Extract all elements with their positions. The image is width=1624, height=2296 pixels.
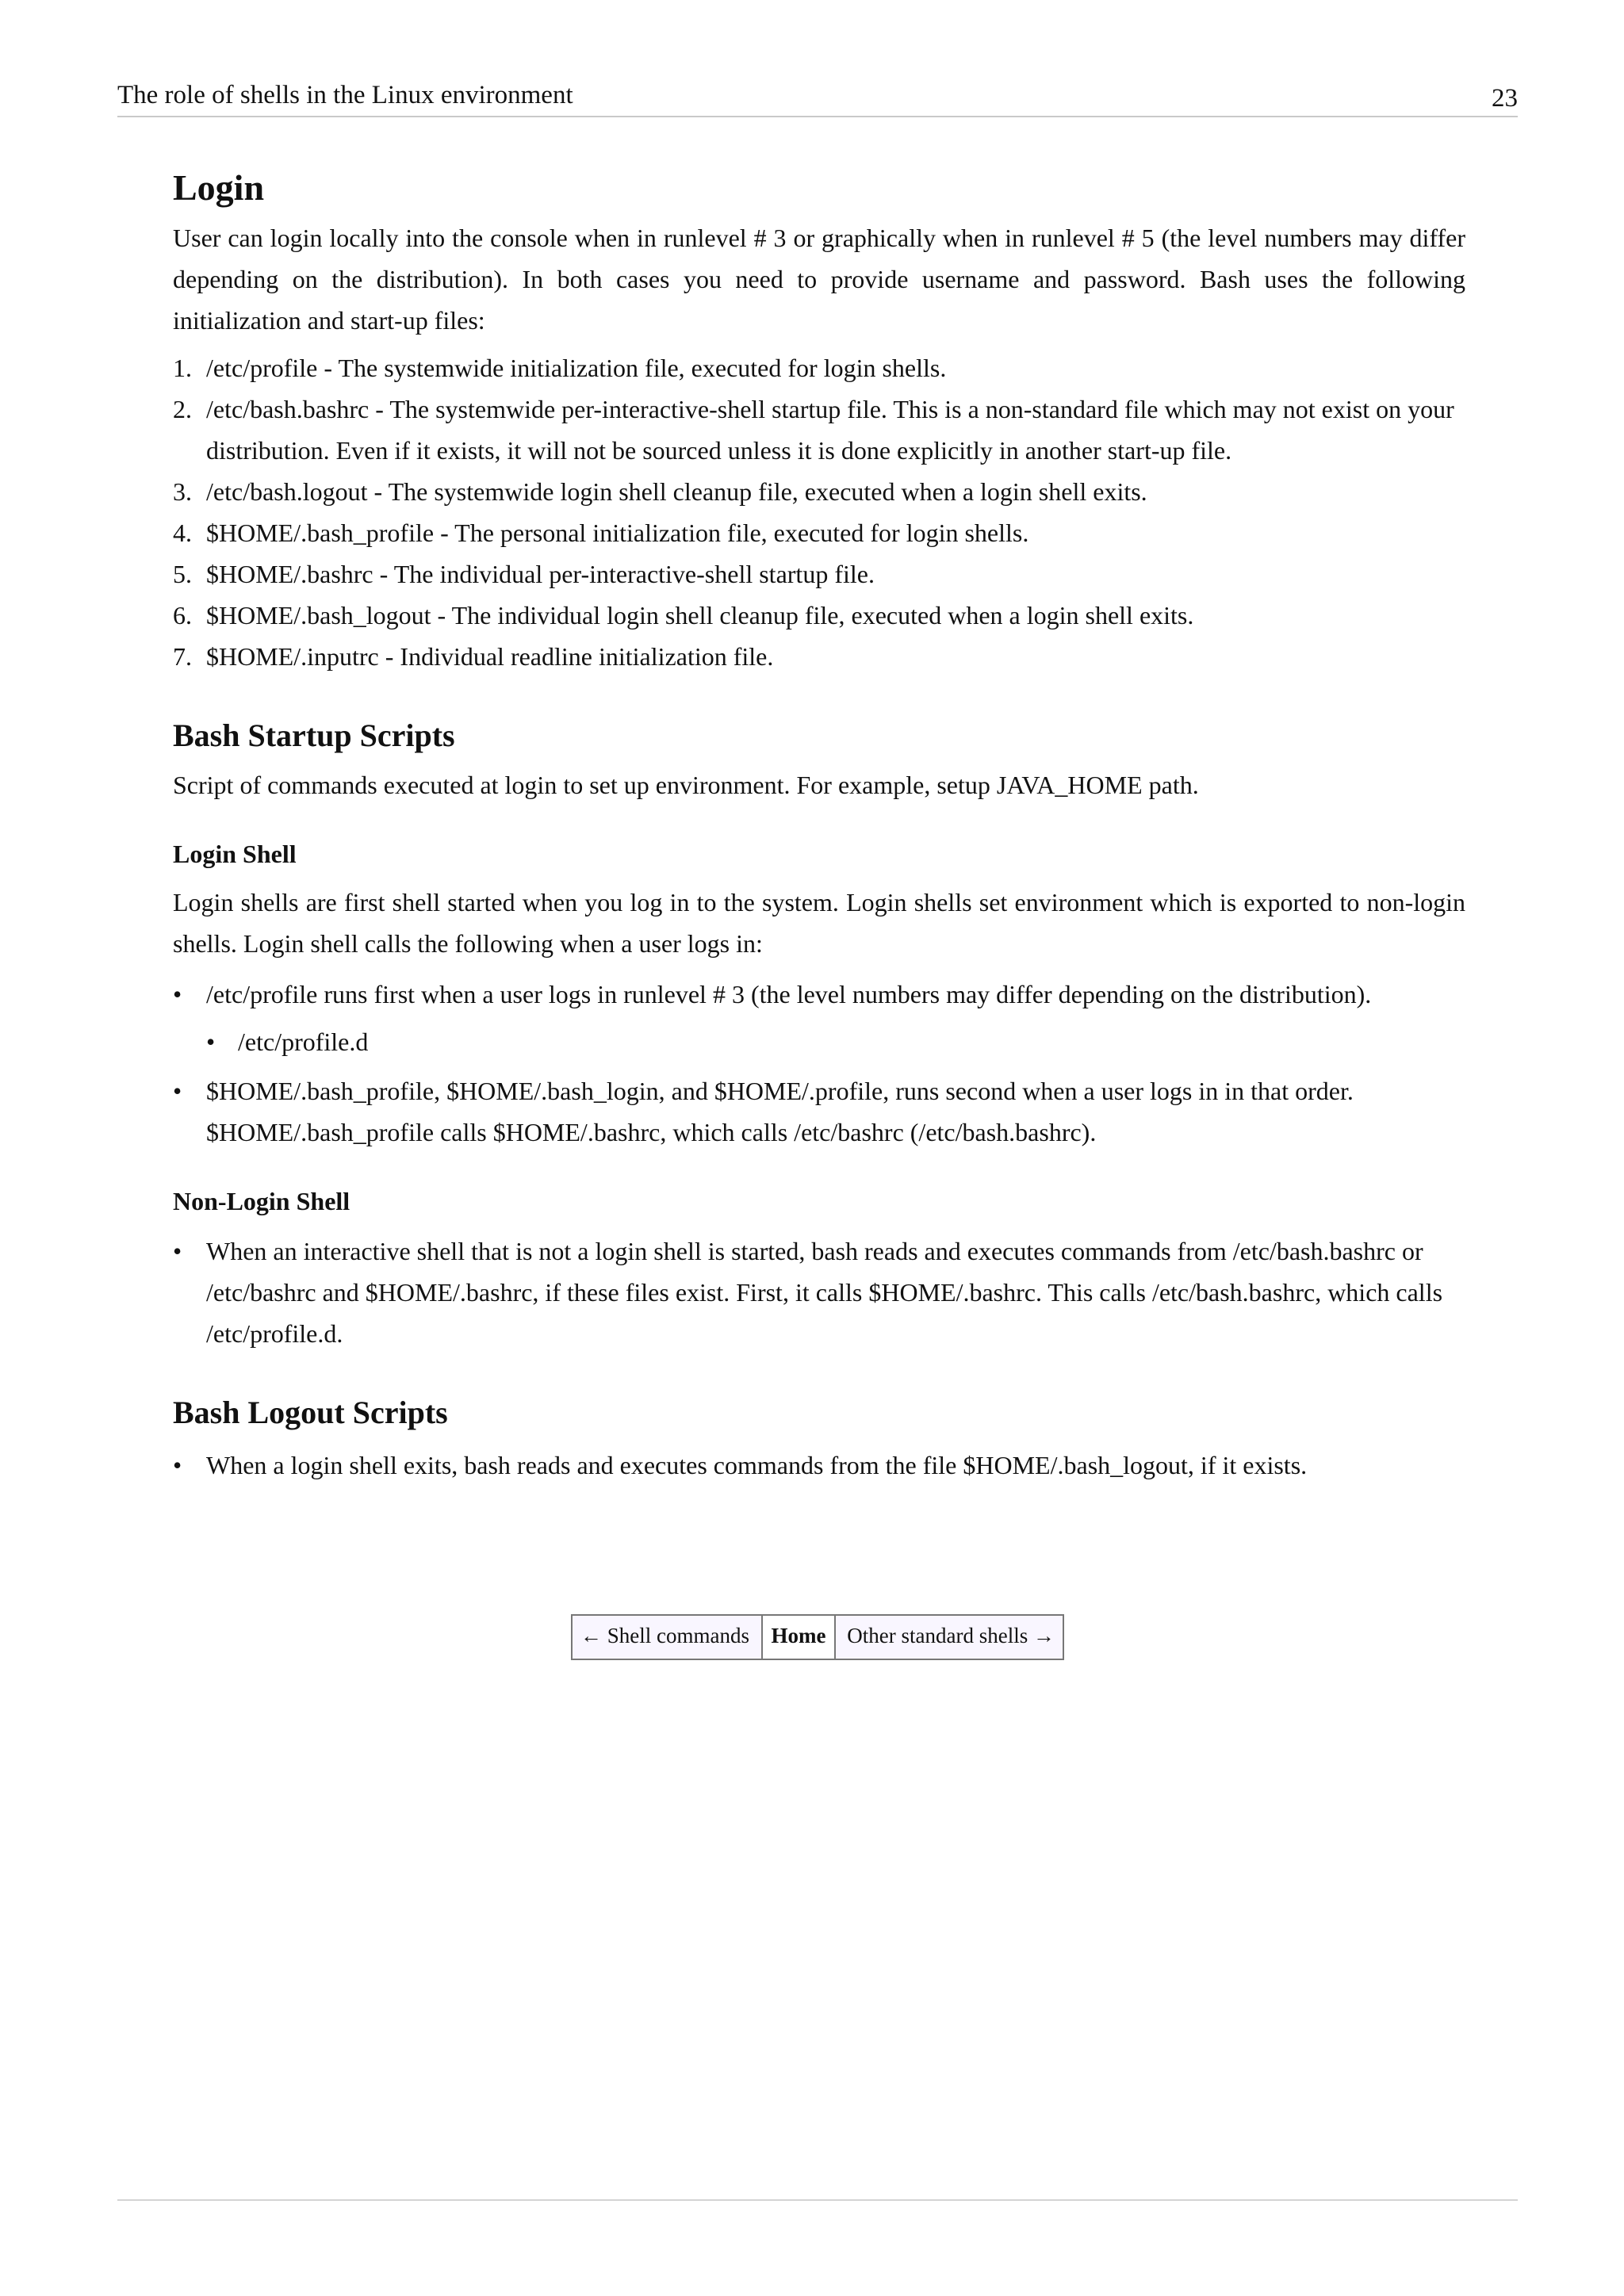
list-item-text: /etc/bash.bashrc - The systemwide per-interactive-shell startup file. This is a non-standard file which may not exist on your distribution. Even if it exists, it will not be sourced unless it is done explicitly in another start-up file.: [206, 395, 1454, 465]
list-item: [173, 636, 1465, 677]
list-number: 3.: [173, 477, 192, 506]
non-login-shell-list: [173, 1230, 1465, 1354]
prev-page-label: Shell commands: [607, 1624, 749, 1647]
login-shell-heading: Login Shell: [173, 840, 297, 868]
list-item-text: $HOME/.inputrc - Individual readline initialization file.: [206, 642, 774, 671]
list-number: 4.: [173, 519, 192, 547]
list-item: [173, 471, 1465, 512]
login-heading: Login: [173, 167, 265, 208]
list-item: [173, 1070, 1465, 1153]
next-page-label: Other standard shells: [847, 1624, 1028, 1647]
list-item-text: /etc/profile runs first when a user logs in runlevel # 3 (the level numbers may differ depending on the distribution).: [206, 980, 1372, 1008]
page-header: [117, 78, 1518, 117]
sub-list-item: [206, 1021, 1465, 1062]
startup-scripts-intro: Script of commands executed at login to set up environment. For example, setup JAVA_HOME path.: [173, 771, 1199, 799]
list-number: 2.: [173, 395, 192, 423]
next-page-link[interactable]: [847, 1624, 1055, 1647]
list-item-text: When an interactive shell that is not a login shell is started, bash reads and executes commands from /etc/bash.bashrc or /etc/bashrc and $HOME/.bashrc, if these files exist. First, it calls $HOME/.bashrc. This calls /etc/bash.bashrc, which calls /etc/profile.d.: [206, 1237, 1443, 1348]
list-item-text: /etc/bash.logout - The systemwide login shell cleanup file, executed when a login shell exits.: [206, 477, 1147, 506]
footer-divider: [117, 2199, 1518, 2201]
list-item-text: When a login shell exits, bash reads and executes commands from the file $HOME/.bash_logout, if it exists.: [206, 1451, 1308, 1479]
list-item-text: /etc/profile - The systemwide initialization file, executed for login shells.: [206, 354, 947, 382]
page-content: [173, 163, 1465, 1494]
list-item-text: /etc/profile.d: [238, 1027, 369, 1056]
navigation-table: [571, 1614, 1064, 1660]
login-shell-intro: Login shells are first shell started when you log in to the system. Login shells set environment which is exported to non-login shells. Login shell calls the following when a user logs in:: [173, 888, 1465, 958]
list-number: 7.: [173, 642, 192, 671]
list-item: [173, 1445, 1465, 1486]
list-item: [173, 388, 1465, 471]
login-intro: User can login locally into the console when in runlevel # 3 or graphically when in runlevel # 5 (the level numbers may differ depending on the distribution). In both cases you need to provide username and password. Bash uses the following initialization and start-up files:: [173, 224, 1465, 335]
list-item-text: $HOME/.bash_logout - The individual login shell cleanup file, executed when a login shell exits.: [206, 601, 1194, 629]
nav-next-cell: [835, 1615, 1063, 1659]
home-link[interactable]: Home: [771, 1624, 826, 1647]
list-item-text: $HOME/.bash_profile - The personal initialization file, executed for login shells.: [206, 519, 1029, 547]
list-item-text: $HOME/.bash_profile, $HOME/.bash_login, and $HOME/.profile, runs second when a user logs in in that order. $HOME/.bash_profile calls $HOME/.bashrc, which calls /etc/bashrc (/etc/bash.bashrc).: [206, 1077, 1354, 1146]
logout-scripts-heading: Bash Logout Scripts: [173, 1395, 448, 1430]
logout-scripts-list: [173, 1445, 1465, 1486]
nav-prev-cell: [572, 1615, 762, 1659]
sub-list: [206, 1021, 1465, 1062]
list-number: 6.: [173, 601, 192, 629]
list-number: 5.: [173, 560, 192, 588]
list-number: 1.: [173, 354, 192, 382]
right-arrow-icon: →: [1033, 1624, 1055, 1647]
startup-scripts-heading: Bash Startup Scripts: [173, 718, 455, 753]
list-item: [173, 974, 1465, 1062]
page-number: 23: [1492, 84, 1518, 113]
list-item: [173, 553, 1465, 595]
init-files-list: [173, 347, 1465, 677]
left-arrow-icon: ←: [580, 1624, 602, 1647]
list-item: [173, 347, 1465, 388]
list-item: [173, 1230, 1465, 1354]
non-login-shell-heading: Non-Login Shell: [173, 1187, 350, 1215]
list-item: [173, 595, 1465, 636]
prev-page-link[interactable]: [580, 1624, 749, 1647]
nav-home-cell: [762, 1615, 835, 1659]
login-shell-list: [173, 974, 1465, 1153]
running-title: The role of shells in the Linux environment: [117, 81, 573, 109]
list-item: [173, 512, 1465, 553]
list-item-text: $HOME/.bashrc - The individual per-interactive-shell startup file.: [206, 560, 875, 588]
